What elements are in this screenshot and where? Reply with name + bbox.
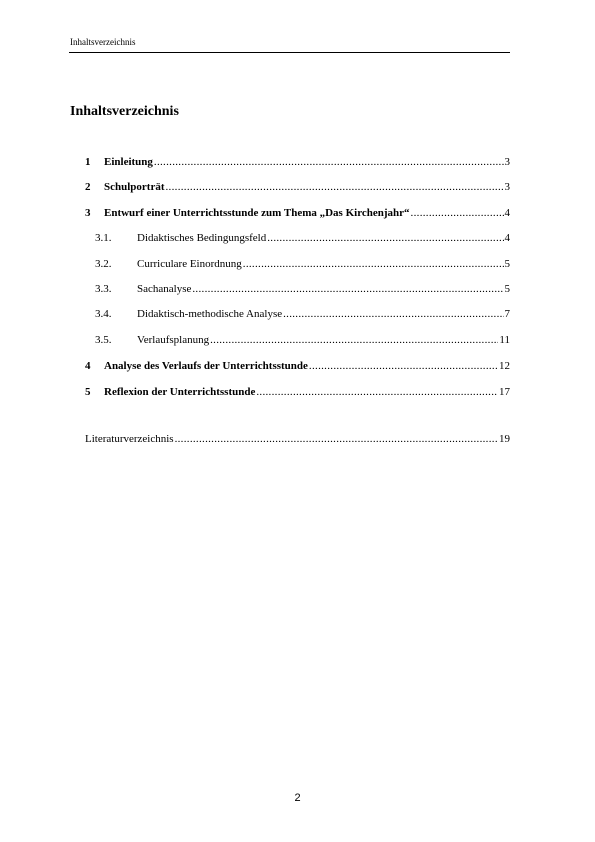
toc-entry-number: 4 bbox=[85, 360, 91, 372]
toc-entry-number: 5 bbox=[85, 386, 91, 398]
toc-entry-einleitung[interactable] bbox=[85, 155, 510, 169]
dot-leader bbox=[166, 180, 504, 194]
running-header: Inhaltsverzeichnis bbox=[70, 37, 136, 47]
dot-leader bbox=[192, 282, 503, 296]
toc-entry-label: Einleitung bbox=[104, 156, 153, 168]
toc-entry-label: Literaturverzeichnis bbox=[85, 433, 174, 445]
toc-entry-schulportraet[interactable] bbox=[85, 180, 510, 194]
dot-leader bbox=[309, 359, 498, 373]
toc-entry-page: 3 bbox=[504, 156, 510, 168]
toc-entry-label: Analyse des Verlaufs der Unterrichtsstunde bbox=[104, 360, 308, 372]
toc-entry-number: 1 bbox=[85, 156, 91, 168]
toc-entry-page: 4 bbox=[504, 232, 510, 244]
toc-entry-page: 3 bbox=[504, 181, 510, 193]
toc-entry-page: 19 bbox=[499, 433, 510, 445]
toc-entry-page: 17 bbox=[499, 386, 510, 398]
toc-entry-label: Didaktisches Bedingungsfeld bbox=[137, 232, 267, 244]
toc-entry-bedingungsfeld[interactable] bbox=[95, 231, 510, 245]
dot-leader bbox=[210, 333, 498, 347]
dot-leader bbox=[411, 206, 504, 220]
toc-entry-label: Reflexion der Unterrichtsstunde bbox=[104, 386, 256, 398]
toc-entry-number: 3.4. bbox=[95, 308, 112, 320]
toc-entry-number: 3.5. bbox=[95, 334, 112, 346]
toc-entry-analyse-verlauf[interactable] bbox=[85, 359, 510, 373]
toc-entry-didaktisch-methodische-analyse[interactable] bbox=[95, 307, 510, 321]
toc-entry-page: 12 bbox=[499, 360, 510, 372]
toc-entry-page: 11 bbox=[499, 334, 510, 346]
toc-entry-number: 3.2. bbox=[95, 258, 112, 270]
toc-entry-label: Sachanalyse bbox=[137, 283, 192, 295]
toc-entry-page: 5 bbox=[504, 258, 510, 270]
dot-leader bbox=[256, 385, 498, 399]
toc-entry-reflexion[interactable] bbox=[85, 385, 510, 399]
toc-entry-page: 5 bbox=[504, 283, 510, 295]
toc-entry-curriculare-einordnung[interactable] bbox=[95, 257, 510, 271]
header-rule bbox=[69, 52, 510, 53]
dot-leader bbox=[267, 231, 503, 245]
page-number: 2 bbox=[294, 792, 301, 804]
dot-leader bbox=[175, 432, 498, 446]
toc-entry-number: 2 bbox=[85, 181, 91, 193]
toc-entry-verlaufsplanung[interactable] bbox=[95, 333, 510, 347]
toc-entry-label: Curriculare Einordnung bbox=[137, 258, 242, 270]
toc-entry-page: 4 bbox=[504, 207, 510, 219]
toc-entry-label: Verlaufsplanung bbox=[137, 334, 210, 346]
dot-leader bbox=[243, 257, 504, 271]
toc-entry-number: 3 bbox=[85, 207, 91, 219]
toc-entry-number: 3.1. bbox=[95, 232, 112, 244]
toc-entry-page: 7 bbox=[504, 308, 510, 320]
toc-entry-sachanalyse[interactable] bbox=[95, 282, 510, 296]
toc-entry-entwurf[interactable] bbox=[85, 206, 510, 220]
toc-entry-label: Schulporträt bbox=[104, 181, 165, 193]
toc-entry-label: Didaktisch-methodische Analyse bbox=[137, 308, 283, 320]
toc-entry-literaturverzeichnis[interactable] bbox=[85, 432, 510, 446]
dot-leader bbox=[283, 307, 503, 321]
dot-leader bbox=[154, 155, 504, 169]
toc-entry-number: 3.3. bbox=[95, 283, 112, 295]
toc-title: Inhaltsverzeichnis bbox=[70, 104, 179, 119]
toc-entry-label: Entwurf einer Unterrichtsstunde zum Thema „Das Kirchenjahr“ bbox=[104, 207, 410, 219]
